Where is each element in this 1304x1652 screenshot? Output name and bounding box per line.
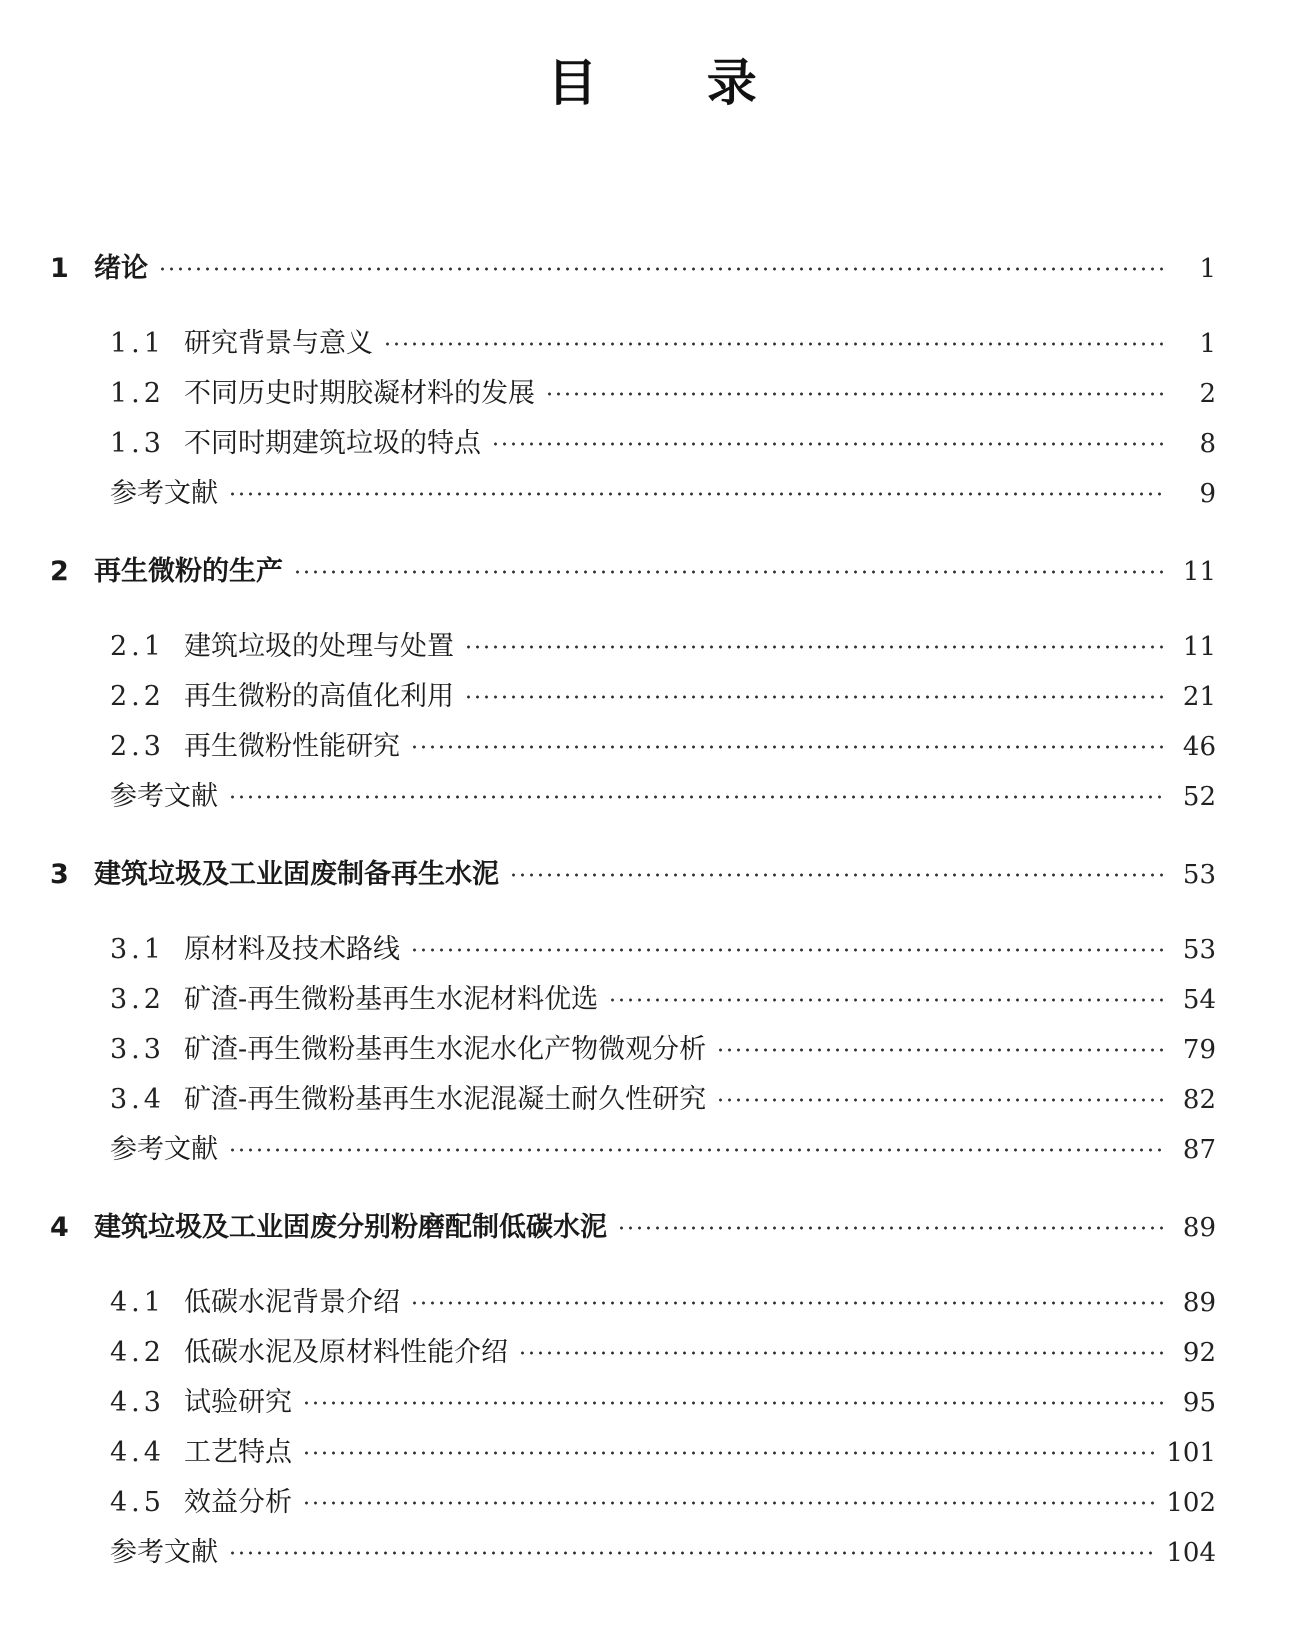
- page-number: 21: [1182, 682, 1216, 712]
- page-number: 9: [1199, 479, 1216, 509]
- chapter-title: 绪论: [94, 253, 148, 284]
- page-number: 53: [1182, 860, 1216, 890]
- toc-chapter-2: [50, 549, 1216, 824]
- section-number: 3.4: [110, 1084, 165, 1115]
- chapter-number: 2: [50, 556, 69, 587]
- chapter-title: 再生微粉的生产: [94, 556, 283, 587]
- references-title: 参考文献: [110, 781, 218, 812]
- toc-chapter-3: [50, 852, 1216, 1177]
- toc-section-entry[interactable]: [50, 977, 1216, 1027]
- section-number: 3.1: [110, 934, 165, 965]
- dot-leader: [228, 795, 1164, 799]
- page-number: 82: [1182, 1085, 1216, 1115]
- section-number: 4.5: [110, 1487, 165, 1518]
- section-number: 4.1: [110, 1287, 165, 1318]
- toc-section-entry[interactable]: [50, 371, 1216, 421]
- section-number: 4.3: [110, 1387, 165, 1418]
- section-number: 4.4: [110, 1437, 165, 1468]
- toc-section-entry[interactable]: [50, 421, 1216, 471]
- page-number: 92: [1182, 1338, 1216, 1368]
- section-title: 矿渣-再生微粉基再生水泥材料优选: [184, 984, 599, 1015]
- section-title: 工艺特点: [184, 1437, 292, 1468]
- toc-section-entry[interactable]: [50, 1077, 1216, 1127]
- dot-leader: [293, 570, 1164, 574]
- page-number: 8: [1199, 429, 1216, 459]
- section-title: 矿渣-再生微粉基再生水泥水化产物微观分析: [184, 1034, 707, 1065]
- toc-references-entry[interactable]: [50, 1127, 1216, 1177]
- section-title: 效益分析: [184, 1487, 292, 1518]
- section-number: 1.1: [110, 328, 165, 359]
- page-number: 89: [1182, 1213, 1216, 1243]
- section-number: 3.3: [110, 1034, 165, 1065]
- dot-leader: [545, 392, 1164, 396]
- dot-leader: [464, 645, 1164, 649]
- chapter-title: 建筑垃圾及工业固废制备再生水泥: [94, 859, 499, 890]
- toc-section-entry[interactable]: [50, 624, 1216, 674]
- chapter-number: 1: [50, 253, 69, 284]
- page-number: 104: [1166, 1538, 1216, 1568]
- page-number: 102: [1166, 1488, 1216, 1518]
- toc-section-entry[interactable]: [50, 1280, 1216, 1330]
- toc-section-entry[interactable]: [50, 724, 1216, 774]
- dot-leader: [716, 1048, 1164, 1052]
- toc-section-entry[interactable]: [50, 1430, 1216, 1480]
- toc-section-entry[interactable]: [50, 1480, 1216, 1530]
- dot-leader: [464, 695, 1164, 699]
- references-title: 参考文献: [110, 1134, 218, 1165]
- dot-leader: [410, 1301, 1164, 1305]
- section-number: 4.2: [110, 1337, 165, 1368]
- chapter-number: 3: [50, 859, 69, 890]
- section-number: 1.3: [110, 428, 165, 459]
- section-number: 3.2: [110, 984, 165, 1015]
- section-title: 不同历史时期胶凝材料的发展: [184, 378, 535, 409]
- dot-leader: [383, 342, 1164, 346]
- dot-leader: [158, 267, 1164, 271]
- section-number: 1.2: [110, 378, 165, 409]
- page-number: 1: [1199, 254, 1216, 284]
- section-title: 试验研究: [184, 1387, 292, 1418]
- section-title: 原材料及技术路线: [184, 934, 400, 965]
- dot-leader: [518, 1351, 1164, 1355]
- dot-leader: [302, 1451, 1158, 1455]
- dot-leader: [410, 948, 1164, 952]
- chapter-number: 4: [50, 1212, 69, 1243]
- toc-chapter-entry[interactable]: [50, 852, 1216, 900]
- page-title: 目 录: [547, 54, 803, 112]
- dot-leader: [608, 998, 1164, 1002]
- toc-chapter-entry[interactable]: [50, 246, 1216, 294]
- page-number: 46: [1182, 732, 1216, 762]
- toc-section-entry[interactable]: [50, 927, 1216, 977]
- section-title: 不同时期建筑垃圾的特点: [184, 428, 481, 459]
- references-title: 参考文献: [110, 478, 218, 509]
- page-number: 53: [1182, 935, 1216, 965]
- section-number: 2.3: [110, 731, 165, 762]
- toc-section-entry[interactable]: [50, 1330, 1216, 1380]
- chapter-title: 建筑垃圾及工业固废分别粉磨配制低碳水泥: [94, 1212, 607, 1243]
- page-number: 87: [1182, 1135, 1216, 1165]
- toc-section-entry[interactable]: [50, 1027, 1216, 1077]
- section-title: 研究背景与意义: [184, 328, 373, 359]
- dot-leader: [228, 1148, 1164, 1152]
- section-title: 建筑垃圾的处理与处置: [184, 631, 454, 662]
- section-number: 2.2: [110, 681, 165, 712]
- section-title: 再生微粉性能研究: [184, 731, 400, 762]
- page-number: 54: [1182, 985, 1216, 1015]
- toc-chapter-4: [50, 1205, 1216, 1580]
- toc-chapter-entry[interactable]: [50, 1205, 1216, 1253]
- page-number: 89: [1182, 1288, 1216, 1318]
- section-title: 矿渣-再生微粉基再生水泥混凝土耐久性研究: [184, 1084, 707, 1115]
- dot-leader: [509, 873, 1164, 877]
- page-number: 11: [1182, 557, 1216, 587]
- page-number: 101: [1166, 1438, 1216, 1468]
- toc-section-entry[interactable]: [50, 321, 1216, 371]
- section-title: 低碳水泥背景介绍: [184, 1287, 400, 1318]
- dot-leader: [228, 1551, 1158, 1555]
- section-title: 再生微粉的高值化利用: [184, 681, 454, 712]
- toc-section-entry[interactable]: [50, 674, 1216, 724]
- page-number: 1: [1199, 329, 1216, 359]
- page-number: 2: [1199, 379, 1216, 409]
- dot-leader: [228, 492, 1164, 496]
- dot-leader: [302, 1401, 1164, 1405]
- toc-chapter-1: [50, 246, 1216, 521]
- toc-section-entry[interactable]: [50, 1380, 1216, 1430]
- page-number: 79: [1182, 1035, 1216, 1065]
- dot-leader: [410, 745, 1164, 749]
- toc-references-entry[interactable]: [50, 774, 1216, 824]
- dot-leader: [716, 1098, 1164, 1102]
- toc-references-entry[interactable]: [50, 1530, 1216, 1580]
- table-of-contents: [50, 246, 1216, 1608]
- page-number: 95: [1182, 1388, 1216, 1418]
- dot-leader: [617, 1226, 1164, 1230]
- page-number: 52: [1182, 782, 1216, 812]
- toc-chapter-entry[interactable]: [50, 549, 1216, 597]
- page-number: 11: [1182, 632, 1216, 662]
- section-title: 低碳水泥及原材料性能介绍: [184, 1337, 508, 1368]
- dot-leader: [302, 1501, 1158, 1505]
- dot-leader: [491, 442, 1164, 446]
- references-title: 参考文献: [110, 1537, 218, 1568]
- toc-references-entry[interactable]: [50, 471, 1216, 521]
- section-number: 2.1: [110, 631, 165, 662]
